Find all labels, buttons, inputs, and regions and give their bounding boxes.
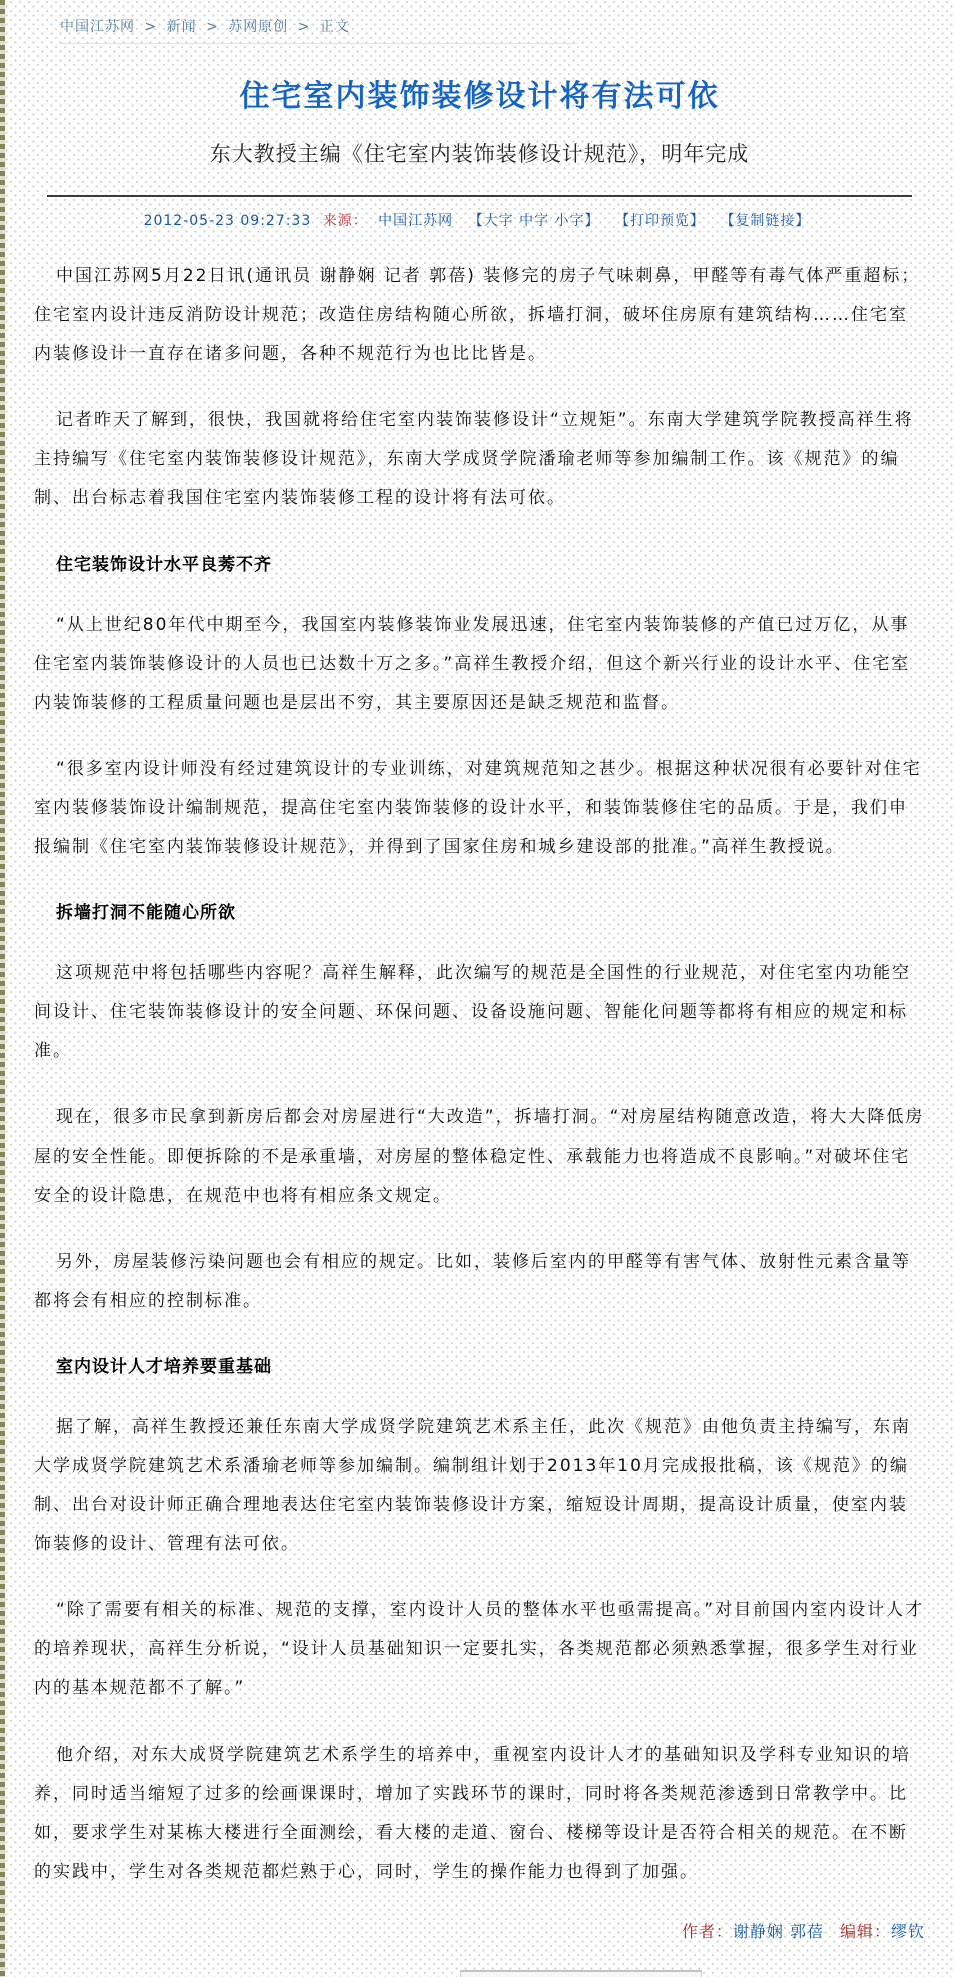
breadcrumb-separator: > bbox=[297, 19, 311, 35]
article-paragraph: “除了需要有相关的标准、规范的支撑，室内设计人员的整体水平也亟需提高。”对目前国内室内设计人才的培养现状，高祥生分析说，“设计人员基础知识一定要扎实，各类规范都必须熟悉掌握，很多学生对行业内的基本规范都不了解。” bbox=[34, 1600, 925, 1699]
article-paragraph: 另外，房屋装修污染问题也会有相应的规定。比如，装修后室内的甲醛等有害气体、放射性元素含量等都将会有相应的控制标准。 bbox=[34, 1251, 911, 1311]
article-paragraph: 中国江苏网5月22日讯(通讯员 谢静娴 记者 郭蓓) 装修完的房子气味刺鼻，甲醛等有毒气体严重超标；住宅室内设计违反消防设计规范；改造住房结构随心所欲，拆墙打洞，破坏住房原有建筑结构……住宅室内装修设计一直存在诸多问题，各种不规范行为也比比皆是。 bbox=[34, 266, 921, 365]
article-body bbox=[34, 257, 925, 1892]
author-names: 谢静娴 郭蓓 bbox=[732, 1921, 824, 1941]
breadcrumb-site-home[interactable]: 中国江苏网 bbox=[60, 19, 135, 35]
article-paragraph: 据了解，高祥生教授还兼任东南大学成贤学院建筑艺术系主任，此次《规范》由他负责主持编写，东南大学成贤学院建筑艺术系潘瑜老师等参加编制。编制组计划于2013年10月完成报批稿，该《规范》的编制、出台对设计师正确合理地表达住宅室内装饰装修设计方案，缩短设计周期，提高设计质量，使室内装饰装修的设计、管理有法可依。 bbox=[34, 1416, 911, 1555]
editor-label: 编辑： bbox=[839, 1921, 891, 1941]
article-paragraph: 记者昨天了解到，很快，我国就将给住宅室内装饰装修设计“立规矩”。东南大学建筑学院教授高祥生将主持编写《住宅室内装饰装修设计规范》，东南大学成贤学院潘瑜老师等参加编制工作。该《规范》的编制、出台标志着我国住宅室内装饰装修工程的设计将有法可依。 bbox=[34, 410, 914, 509]
header-divider bbox=[47, 195, 912, 197]
author-label: 作者： bbox=[681, 1921, 733, 1941]
breadcrumb-separator: > bbox=[206, 19, 219, 35]
breadcrumb bbox=[60, 0, 577, 44]
breadcrumb-su-original[interactable]: 苏网原创 bbox=[228, 19, 289, 35]
article-paragraph: “从上世纪80年代中期至今，我国室内装修装饰业发展迅速，住宅室内装饰装修的产值已过万亿，从事住宅室内装饰装修设计的人员也已达数十万之多。”高祥生教授介绍，但这个新兴行业的设计水平、住宅室内装饰装修的工程质量问题也是层出不穷，其主要原因还是缺乏规范和监督。 bbox=[34, 614, 911, 713]
source-link[interactable]: 中国江苏网 bbox=[378, 213, 454, 229]
page-subtitle: 东大教授主编《住宅室内装饰装修设计规范》，明年完成 bbox=[209, 142, 750, 166]
page-title: 住宅室内装饰装修设计将有法可依 bbox=[239, 79, 720, 114]
editor-name: 缪钦 bbox=[890, 1921, 925, 1941]
breadcrumb-current-article[interactable]: 正文 bbox=[319, 19, 350, 35]
article-paragraph: 他介绍，对东大成贤学院建筑艺术系学生的培养中，重视室内设计人才的基础知识及学科专业知识的培养，同时适当缩短了过多的绘画课课时，增加了实践环节的课时，同时将各类规范渗透到日常教学中。比如，要求学生对某栋大楼进行全面测绘，看大楼的走道、窗台、楼梯等设计是否符合相关的规范。在不断的实践中，学生对各类规范都烂熟于心，同时，学生的操作能力也得到了加强。 bbox=[34, 1744, 911, 1882]
article-paragraph: “很多室内设计师没有经过建筑设计的专业训练，对建筑规范知之甚少。根据这种状况很有必要针对住宅室内装修装饰设计编制规范，提高住宅室内装饰装修的设计水平，和装饰装修住宅的品质。于是，我们申报编制《住宅室内装饰装修设计规范》，并得到了国家住房和城乡建设部的批准。”高祥生教授说。 bbox=[34, 758, 922, 858]
breadcrumb-news[interactable]: 新闻 bbox=[166, 19, 197, 35]
article-paragraph: 这项规范中将包括哪些内容呢？高祥生解释，此次编写的规范是全国性的行业规范，对住宅室内功能空间设计、住宅装饰装修设计的安全问题、环保问题、设备设施问题、智能化问题等都将有相应的规定和标准。 bbox=[34, 963, 911, 1062]
publish-datetime: 2012-05-23 09:27:33 bbox=[143, 213, 312, 229]
source-label: 来源： bbox=[322, 213, 368, 229]
left-edge-decoration bbox=[0, 0, 5, 1977]
print-preview-button[interactable]: 【打印预览】 bbox=[614, 213, 705, 229]
font-size-controls[interactable]: 【大字 中字 小字】 bbox=[468, 213, 600, 229]
article-byline bbox=[34, 1919, 925, 1968]
breadcrumb-separator: > bbox=[144, 19, 158, 35]
cutoff-element-fragment bbox=[460, 1970, 702, 1977]
section-heading: 拆墙打洞不能随心所欲 bbox=[56, 903, 236, 924]
meta-bar bbox=[34, 210, 925, 230]
copy-link-button[interactable]: 【复制链接】 bbox=[720, 213, 811, 229]
section-heading: 室内设计人才培养要重基础 bbox=[56, 1356, 272, 1377]
section-heading: 住宅装饰设计水平良莠不齐 bbox=[56, 554, 272, 575]
article-paragraph: 现在，很多市民拿到新房后都会对房屋进行“大改造”，拆墙打洞。“对房屋结构随意改造，将大大降低房屋的安全性能。即便拆除的不是承重墙，对房屋的整体稳定性、承载能力也将造成不良影响。”对破坏住宅安全的设计隐患，在规范中也将有相应条文规定。 bbox=[34, 1107, 925, 1206]
